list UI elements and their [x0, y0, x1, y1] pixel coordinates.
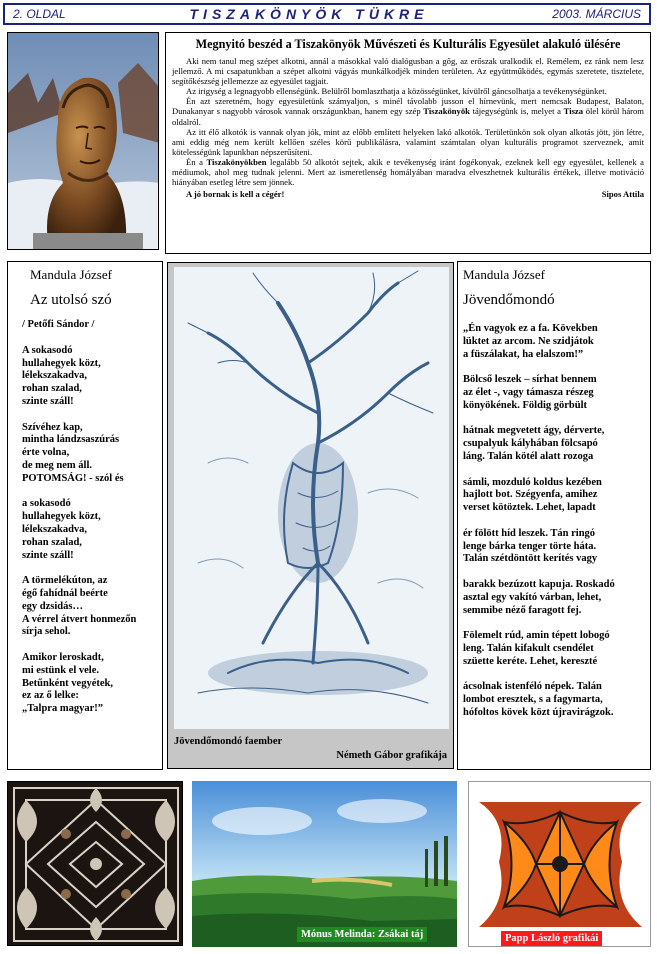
poem-line: égő fahídnál beérte: [22, 587, 108, 599]
poem-stanza: [463, 528, 645, 566]
article-signature: Sipos Attila: [601, 189, 644, 200]
page-number: 2. OLDAL: [13, 7, 66, 21]
painting-caption: Mónus Melinda: Zsákai táj: [297, 927, 427, 942]
poem-line: ácsolnak istenféló népek. Talán: [463, 681, 602, 693]
poem-author: Mandula József: [30, 267, 112, 282]
poem-title: Az utolsó szó: [30, 292, 112, 308]
poem-line: Talán szétdöntött kerítés vagy: [463, 553, 598, 565]
landscape-painting: [192, 781, 457, 947]
ornament-graphic-left: [7, 781, 183, 946]
poem-line: sámli, mozduló koldus kezében: [463, 476, 602, 488]
statue-photo: [7, 32, 159, 250]
poem-stanza: [463, 374, 645, 412]
closing-motto: A jó bornak is kell a cégér!: [186, 189, 285, 200]
poem-line: A vérrel átvert honmezőn: [22, 613, 137, 625]
graphics-caption: Papp László grafikái: [501, 931, 602, 946]
poem-line: lombot eresztek, s a fagymarta,: [463, 694, 603, 706]
poem-line: rohan szalad,: [22, 383, 82, 395]
poem-line: de meg nem áll.: [22, 459, 92, 471]
issue-date: 2003. MÁRCIUS: [552, 7, 641, 21]
poem-line: hullahegyek közt,: [22, 357, 101, 369]
poem-dedication: / Petőfi Sándor /: [22, 319, 95, 330]
poem-right: [457, 261, 651, 770]
poem-line: könyökének. Földig görbült: [463, 399, 587, 411]
poem-stanza: [22, 498, 148, 562]
poem-line: csupalyuk kályhában fölcsapó: [463, 438, 598, 450]
article-paragraph: Az itt élő alkotók is vannak olyan jók, mint az előbb említett helyeken lakó alkotók. Területünkön sok olyan alkotás jött, jön létre, ami eddig még nem került kellően széles körű publikálásra, valamint számtalan olyan kulturális programot szerveznek, amit kötelességünk lapunkban népszerűsíteni.: [172, 126, 644, 157]
poem-title: Jövendőmondó: [463, 292, 555, 308]
poem-line: verset kötöztek. Lehet, lapadt: [463, 502, 596, 514]
drawing-credit: Németh Gábor grafikája: [336, 750, 447, 761]
poem-line: egy dzsidás…: [22, 600, 83, 612]
poem-stanza: [22, 652, 148, 716]
poem-line: hófoltos kövek közt újravirágzok.: [463, 706, 614, 718]
opening-speech-article: [165, 32, 651, 254]
poem-line: Amikor leroskadt,: [22, 651, 104, 663]
article-paragraph: Én a Tiszakönyökben legalább 50 alkotót sejtek, akik e tevékenység iránt fogékonyak, ezeknek kell egy egyesület, kellenek a médiumok, ahol meg tudnak jelenni. Mert az ismeretlenség homályában maradva elveszhetnek kulturális értékek, illetve motiváció hiányában esetleg létre sem jönnek.: [172, 156, 644, 188]
poem-stanza: [22, 422, 148, 486]
poem-line: az élet -, vagy támasza részeg: [463, 386, 594, 398]
poem-line: lenge bárka tenger törte háta.: [463, 540, 597, 552]
poem-line: mi estünk el vele.: [22, 664, 99, 676]
article-paragraph: Én azt szeretném, hogy egyesületünk számyaljon, s minél távolabb jusson el hírnevünk, mert nemcsak Budapest, Balaton, Dunakanyar s nagyobb városok vannak országunkban, hanem egy szép Tiszakönyök tájegységünk is, melyet a Tisza ölel körül három oldalról.: [172, 96, 644, 127]
poem-line: A sokasodó: [22, 344, 73, 356]
poem-line: leng. Talán kifakult csendélet: [463, 642, 594, 654]
article-closing: [172, 189, 644, 199]
ornament-graphic-right: [468, 781, 651, 947]
poem-left: [7, 261, 163, 770]
article-title: Megnyitó beszéd a Tiszakönyök Művészeti és Kulturális Egyesület alakuló ülésére: [195, 37, 621, 51]
poem-line: Szívéhez kap,: [22, 421, 83, 433]
poem-line: Fölemelt rúd, amin tépett lobogó: [463, 630, 610, 642]
poem-line: lüktet az arcom. Ne szidjátok: [463, 335, 594, 347]
landscape-image: [192, 781, 457, 947]
tree-man-image: [168, 263, 454, 733]
poem-stanza: [463, 681, 645, 719]
tree-man-drawing: [167, 262, 454, 769]
poem-line: Bölcső leszek – sírhat bennem: [463, 374, 597, 386]
poem-line: A törmelékúton, az: [22, 575, 108, 587]
poem-line: érte volna,: [22, 447, 70, 459]
poem-line: Betűnként vegyétek,: [22, 677, 113, 689]
folk-ornament-image: [469, 782, 651, 947]
poem-line: hajlott bot. Szégyenfa, amihez: [463, 489, 598, 501]
poem-stanza: [22, 345, 148, 409]
poem-line: asztal egy vakító várban, lehet,: [463, 591, 602, 603]
poem-line: semmibe néző faragott fej.: [463, 604, 582, 616]
article-paragraph: Az irigység a legnagyobb ellenségünk. Belülről bomlaszthatja a közösségünket, kívülről gáncsolhatja a tevékenységünket.: [186, 86, 607, 97]
poem-line: szinte száll!: [22, 549, 74, 561]
poem-stanza: [463, 425, 645, 463]
poem-line: ez az ő lelke:: [22, 690, 79, 702]
poem-stanza: [463, 630, 645, 668]
poem-line: hátnak megvetett ágy, dérverte,: [463, 425, 605, 437]
page-header: [3, 3, 651, 25]
poem-line: a sokasodó: [22, 498, 71, 510]
poem-line: rohan szalad,: [22, 536, 82, 548]
poem-line: a füszálakat, ha elalszom!”: [463, 348, 584, 360]
poem-stanza: [463, 477, 645, 515]
poem-line: „Én vagyok ez a fa. Kövekben: [463, 323, 598, 334]
statue-image: [8, 33, 159, 250]
poem-line: barakk bezúzott kapuja. Roskadó: [463, 578, 615, 590]
poem-line: szüette keréte. Lehet, kereszté: [463, 655, 598, 667]
poem-line: láng. Talán kötél alatt rozoga: [463, 450, 594, 462]
poem-line: lélekszakadva,: [22, 370, 88, 382]
article-paragraph: Aki nem tanul meg szépet alkotni, annál a másokkal való dialógusban a gőg, az erőszak uralkodik el. Remélem, ez ránk nem lesz jellemző. A mi csapatunkban a szépet alkotni vágyás munkálkodjék minden területen. Az együttműködés, egymás szeretete, tisztelete, segítőkészség jellemezze az egyesület tagjait.: [172, 56, 644, 87]
poem-line: „Talpra magyar!”: [22, 703, 103, 715]
poem-line: ér fölött híd leszek. Tán ringó: [463, 527, 596, 539]
poem-body: [463, 323, 645, 720]
poem-body: [22, 345, 148, 716]
poem-stanza: [22, 575, 148, 639]
poem-line: hullahegyek közt,: [22, 511, 101, 523]
drawing-caption: Jövendőmondó faember: [174, 736, 283, 747]
poem-stanza: [463, 579, 645, 617]
ornament-image: [8, 782, 183, 946]
poem-line: POTOMSÁG! - szól és: [22, 472, 124, 484]
poem-line: szinte száll!: [22, 395, 74, 407]
poem-line: mintha lándzsaszúrás: [22, 434, 120, 446]
poem-line: lélekszakadva,: [22, 523, 88, 535]
poem-line: sírja sehol.: [22, 626, 71, 638]
newspaper-title: TISZAKÖNYÖK TÜKRE: [189, 6, 429, 22]
poem-stanza: [463, 323, 645, 361]
poem-author: Mandula József: [463, 267, 545, 282]
